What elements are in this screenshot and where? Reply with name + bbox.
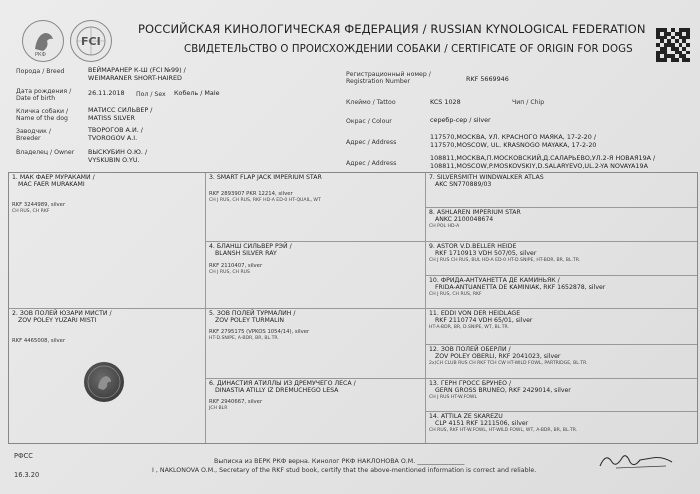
chip-label: Чип / Chip [512, 99, 545, 106]
cell-number: 10. [429, 277, 439, 284]
g12-name-en: ZOV POLEY OBERLI, RKF 2041023, silver [435, 353, 561, 361]
sire-reg: RKF 3244989, silver [12, 201, 66, 208]
sire-name-en: MAC FAER MURAKAMI [18, 181, 85, 189]
g10-name-ru: ФРИДА-АНТУАНЕТТА ДЕ КАМИНЬЯК / [440, 277, 560, 284]
g8-reg: ANKC 2100048674 [435, 216, 494, 224]
dog-name-ru: МАТИСС СИЛЬВЕР / [88, 106, 153, 114]
g3-reg: RKF 2893907 PKR 12214, silver [209, 191, 293, 198]
owner-address-label: Адрес / Address [346, 160, 397, 167]
dob-label: Дата рождения / Date of birth [16, 88, 72, 102]
dam-name-en: ZOV POLEY YUZARI MISTI [18, 317, 97, 325]
pedigree-cell-11 [425, 308, 697, 344]
dog-name-en: MATISS SILVER [88, 114, 135, 122]
dog-name-label: Кличка собаки / Name of the dog [16, 108, 69, 122]
breeder-address-en: 117570,MOSCOW, UL. KRASNOGO MAYAKA, 17-2-20 [430, 141, 597, 149]
cell-number: 11. [429, 310, 439, 317]
seal-emblem-icon [84, 362, 124, 402]
g12-name-ru: ЗОВ ПОЛЕЙ ОБЕРЛИ / [440, 346, 511, 353]
rkf-logo [22, 20, 64, 62]
owner-ru: ВЫСКУБИН О.Ю. / [88, 148, 148, 156]
g4-name-ru: БЛАНШ СИЛЬВЕР РЭЙ / [216, 243, 292, 250]
g5-name-ru: ЗОВ ПОЛЕЙ ТУРМАЛИН / [216, 310, 296, 317]
pedigree-cell-8 [425, 207, 697, 241]
cell-number: 12. [429, 346, 439, 353]
sire-titles: CH RUS, CH RKF [12, 208, 50, 214]
g6-titles: JCH BLR [209, 405, 228, 411]
g8-titles: CH POL HD-A [429, 223, 460, 229]
cell-number: 8. [429, 209, 435, 216]
g6-name-en: DINASTIA ATILLY IZ DREMUCHEGO LESA [215, 387, 339, 395]
cell-number: 7. [429, 174, 435, 181]
cell-number: 14. [429, 413, 439, 420]
certificate-title: СВИДЕТЕЛЬСТВО О ПРОИСХОЖДЕНИИ СОБАКИ / CERTIFICATE OF ORIGIN FOR DOGS [184, 44, 633, 55]
g4-reg: RKF 2110407, silver [209, 262, 263, 269]
g6-reg: RKF 2940667, silver [209, 398, 263, 405]
pedigree-cell-10 [425, 275, 697, 308]
breeder-address-label: Адрес / Address [346, 139, 397, 146]
g13-titles: CH J RUS HT-W.FOWL [429, 394, 478, 400]
g11-titles: HT-A-BDR, BR, D.SNIPE, WT, BL.TR. [429, 324, 510, 330]
pedigree-cell-sire [9, 173, 205, 308]
tattoo-label: Клеймо / Tattoo [346, 99, 396, 106]
pedigree-cell-6 [205, 378, 425, 443]
cell-number: 3. [209, 174, 215, 181]
g8-name: ASHLAREN IMPERIUM STAR [436, 209, 521, 216]
cell-number: 9. [429, 243, 435, 250]
pedigree-cell-7 [425, 173, 697, 207]
colour-value: серебр-сер / silver [430, 116, 491, 124]
owner-address-en: 108811,MOSCOW,P.MOSKOVSKIY,D.SALARYEVO,UL.2-YA NOVAYA19A [430, 162, 648, 170]
sire-name-ru: МАК ФАЕР МУРАКАМИ / [19, 174, 95, 181]
cell-number: 13. [429, 380, 439, 387]
pedigree-cell-14 [425, 411, 697, 443]
g11-reg: RKF 2110774 VDH 65/01, silver [435, 317, 533, 325]
g11-name: EDDI VON DER HEIDLAGE [440, 310, 521, 317]
breed-label: Порода / Breed [16, 68, 65, 75]
breed-en: WEIMARANER SHORT-HAIRED [88, 74, 182, 82]
dam-name-ru: ЗОВ ПОЛЕЙ ЮЗАРИ МИСТИ / [19, 310, 112, 317]
breeder-ru: ТВОРОГОВ А.И. / [88, 126, 143, 134]
g14-name: ATTILA ZE SKAREZU [440, 413, 503, 420]
g14-reg: CLP 4151 RKF 1211506, silver [435, 420, 529, 428]
g13-name-en: GERN GROSS BRUNEO, RKF 2429014, silver [435, 387, 571, 395]
g10-titles: CH J RUS, CH RUS, RKF [429, 291, 482, 297]
g12-titles: 2x(CH CLUB RUS CH RKF TCH CW HT-WILD FOWL, PARTRIDGE, BL.TR. [429, 360, 588, 366]
federation-title: РОССИЙСКАЯ КИНОЛОГИЧЕСКАЯ ФЕДЕРАЦИЯ / RUSSIAN KYNOLOGICAL FEDERATION [138, 22, 646, 36]
g5-name-en: ZOV POLEY TURMALIN [215, 317, 284, 325]
g4-name-en: BLANSH SILVER RAY [215, 250, 277, 258]
footer-statement-ru: Выписка из ВЕРК РКФ верна. Кинолог РКФ НАКЛОНОВА О.М. _______________ [214, 458, 465, 465]
g5-titles: HT-D.SNIPE, A-BDR, BR, BL.TR. [209, 335, 279, 341]
g9-titles: CH J RUS CH RUS, BUL HD-A ED-0 HT-D.SNIPE, HT-BDR, BR, BL.TR. [429, 257, 581, 263]
breed-ru: ВЕЙМАРАНЕР К-Ш (FCI №99) / [88, 66, 186, 74]
g7-reg: AKC SN770889/03 [435, 181, 492, 189]
reg-number-value: RKF 5669946 [466, 75, 509, 83]
fci-logo [70, 20, 112, 62]
breeder-label: Заводчик / Breeder [16, 128, 51, 142]
g6-name-ru: ДИНАСТИЯ АТИЛЛЫ ИЗ ДРЕМУЧЕГО ЛЕСА / [216, 380, 356, 387]
sex-value: Кобель / Male [174, 89, 220, 97]
g7-name: SILVERSMITH WINDWALKER ATLAS [436, 174, 544, 181]
g5-reg: RKF 2795175 (VPKOS 1054/14), silver [209, 328, 310, 335]
fci-logo-text: FCI [81, 35, 101, 48]
owner-label: Владелец / Owner [16, 149, 75, 156]
cell-number: 6. [209, 380, 215, 387]
sex-label: Пол / Sex [136, 91, 166, 98]
g10-name-en: FRIDA-ANTUANETTA DE KAMINIAK, RKF 1652878, silver [435, 284, 606, 292]
g13-name-ru: ГЕРН ГРОСС БРУНЕО / [440, 380, 512, 387]
breeder-address-ru: 117570,МОСКВА, УЛ. КРАСНОГО МАЯКА, 17-2-20 / [430, 133, 596, 141]
owner-address-ru: 108811,МОСКВА,П.МОСКОВСКИЙ,Д.САЛАРЬЕВО,УЛ.2-Я НОВАЯ19А / [430, 154, 656, 162]
owner-en: VYSKUBIN O.YU. [88, 156, 140, 164]
g14-titles: CH RUS, RKF HT-W.FOWL, HT-WILD FOWL, WT, A-BDR, BR, BL.TR. [429, 427, 578, 433]
cell-number: 4. [209, 243, 215, 250]
signature-icon [596, 448, 676, 472]
qr-code [656, 28, 690, 62]
print-code: 16.3.20 [14, 471, 40, 479]
colour-label: Окрас / Colour [346, 118, 392, 125]
breeder-en: TVOROGOV A.I. [88, 134, 138, 142]
footer-statement-en: I , NAKLONOVA O.M., Secretary of the RKF stud book, certify that the above-mentioned information is correct and reliable. [152, 467, 537, 474]
tattoo-value: KCS 1028 [430, 98, 461, 106]
g3-name: SMART FLAP JACK IMPERIUM STAR [216, 174, 322, 181]
pedigree-cell-12 [425, 344, 697, 378]
pedigree-cell-5 [205, 308, 425, 378]
rfss-mark: РФСС [14, 452, 33, 460]
official-seal [84, 362, 124, 402]
pedigree-cell-3 [205, 173, 425, 241]
g4-titles: CH J RUS, CH RUS [209, 269, 250, 275]
pedigree-cell-9 [425, 241, 697, 275]
cell-number: 2. [12, 310, 18, 317]
pedigree-cell-13 [425, 378, 697, 411]
g3-titles: CH J RUS, CH RUS, RKF HD-A ED-0 HT-QUAIL, WT [209, 198, 321, 204]
pedigree-table [8, 172, 698, 444]
g9-reg: RKF 1710913 VDH 507/05, silver [435, 250, 537, 258]
dob-value: 26.11.2018 [88, 89, 125, 97]
pedigree-cell-4 [205, 241, 425, 308]
rkf-logo-text: РКФ [35, 52, 46, 58]
cell-number: 5. [209, 310, 215, 317]
g9-name: ASTOR V.D.BELLER HEIDE [436, 243, 517, 250]
dam-reg: RKF 4465008, silver [12, 337, 66, 344]
cell-number: 1. [12, 174, 18, 181]
reg-number-label: Регистрационный номер / Registration Number [346, 71, 431, 85]
